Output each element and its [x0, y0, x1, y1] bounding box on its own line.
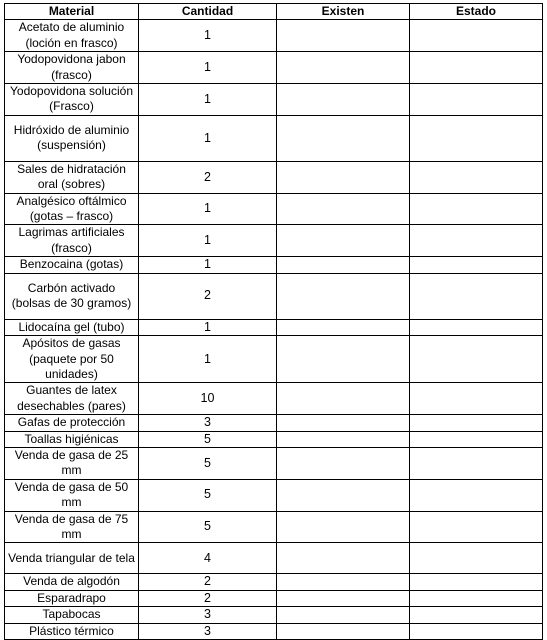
status-cell [410, 193, 543, 225]
table-row [5, 20, 543, 52]
table-row [5, 543, 543, 574]
status-cell [410, 623, 543, 639]
existing-cell [277, 193, 410, 225]
header-material: Material [5, 4, 139, 20]
quantity-cell: 4 [139, 543, 277, 574]
status-cell [410, 20, 543, 52]
existing-cell [277, 225, 410, 257]
existing-cell [277, 115, 410, 161]
material-cell: Apósitos de gasas (paquete por 50 unidades) [5, 336, 139, 383]
existing-cell [277, 161, 410, 193]
material-cell: Plástico térmico [5, 623, 139, 639]
existing-cell [277, 52, 410, 84]
material-cell: Hidróxido de aluminio (suspensión) [5, 115, 139, 161]
existing-cell [277, 479, 410, 511]
status-cell [410, 543, 543, 574]
table-row [5, 336, 543, 383]
table-row [5, 574, 543, 590]
status-cell [410, 52, 543, 84]
table-row [5, 415, 543, 431]
first-aid-inventory-table [4, 3, 543, 640]
table-body [5, 20, 543, 640]
table-header-row [5, 4, 543, 20]
header-existing: Existen [277, 4, 410, 20]
header-quantity: Cantidad [139, 4, 277, 20]
status-cell [410, 447, 543, 479]
material-cell: Esparadrapo [5, 590, 139, 606]
quantity-cell: 1 [139, 52, 277, 84]
status-cell [410, 383, 543, 415]
inventory-sheet [4, 3, 543, 640]
material-cell: Venda de gasa de 50 mm [5, 479, 139, 511]
material-cell: Carbón activado (bolsas de 30 gramos) [5, 273, 139, 319]
status-cell [410, 161, 543, 193]
quantity-cell: 2 [139, 161, 277, 193]
material-cell: Lagrimas artificiales (frasco) [5, 225, 139, 257]
quantity-cell: 1 [139, 20, 277, 52]
status-cell [410, 225, 543, 257]
material-cell: Yodopovidona jabon (frasco) [5, 52, 139, 84]
table-row [5, 84, 543, 116]
quantity-cell: 1 [139, 225, 277, 257]
status-cell [410, 115, 543, 161]
material-cell: Guantes de latex desechables (pares) [5, 383, 139, 415]
status-cell [410, 273, 543, 319]
existing-cell [277, 84, 410, 116]
existing-cell [277, 431, 410, 447]
existing-cell [277, 574, 410, 590]
quantity-cell: 5 [139, 511, 277, 543]
existing-cell [277, 607, 410, 623]
status-cell [410, 257, 543, 273]
existing-cell [277, 273, 410, 319]
status-cell [410, 319, 543, 335]
material-cell: Toallas higiénicas [5, 431, 139, 447]
quantity-cell: 1 [139, 257, 277, 273]
status-cell [410, 479, 543, 511]
material-cell: Sales de hidratación oral (sobres) [5, 161, 139, 193]
quantity-cell: 1 [139, 84, 277, 116]
existing-cell [277, 590, 410, 606]
quantity-cell: 1 [139, 319, 277, 335]
table-row [5, 319, 543, 335]
existing-cell [277, 447, 410, 479]
material-cell: Benzocaina (gotas) [5, 257, 139, 273]
existing-cell [277, 336, 410, 383]
table-row [5, 193, 543, 225]
quantity-cell: 2 [139, 574, 277, 590]
quantity-cell: 3 [139, 607, 277, 623]
table-row [5, 607, 543, 623]
existing-cell [277, 511, 410, 543]
status-cell [410, 607, 543, 623]
quantity-cell: 1 [139, 115, 277, 161]
material-cell: Venda triangular de tela [5, 543, 139, 574]
existing-cell [277, 257, 410, 273]
quantity-cell: 2 [139, 590, 277, 606]
table-row [5, 273, 543, 319]
table-row [5, 511, 543, 543]
status-cell [410, 84, 543, 116]
table-row [5, 479, 543, 511]
quantity-cell: 5 [139, 447, 277, 479]
material-cell: Acetato de aluminio (loción en frasco) [5, 20, 139, 52]
existing-cell [277, 383, 410, 415]
quantity-cell: 1 [139, 336, 277, 383]
quantity-cell: 1 [139, 193, 277, 225]
table-row [5, 161, 543, 193]
table-row [5, 623, 543, 639]
material-cell: Venda de gasa de 25 mm [5, 447, 139, 479]
material-cell: Yodopovidona solución (Frasco) [5, 84, 139, 116]
material-cell: Lidocaína gel (tubo) [5, 319, 139, 335]
quantity-cell: 2 [139, 273, 277, 319]
quantity-cell: 3 [139, 415, 277, 431]
table-row [5, 590, 543, 606]
status-cell [410, 590, 543, 606]
existing-cell [277, 623, 410, 639]
existing-cell [277, 543, 410, 574]
existing-cell [277, 415, 410, 431]
table-row [5, 447, 543, 479]
status-cell [410, 431, 543, 447]
existing-cell [277, 20, 410, 52]
table-row [5, 383, 543, 415]
status-cell [410, 336, 543, 383]
table-row [5, 257, 543, 273]
header-status: Estado [410, 4, 543, 20]
table-row [5, 115, 543, 161]
material-cell: Analgésico oftálmico (gotas – frasco) [5, 193, 139, 225]
quantity-cell: 10 [139, 383, 277, 415]
material-cell: Tapabocas [5, 607, 139, 623]
quantity-cell: 3 [139, 623, 277, 639]
status-cell [410, 511, 543, 543]
material-cell: Venda de algodón [5, 574, 139, 590]
quantity-cell: 5 [139, 431, 277, 447]
material-cell: Gafas de protección [5, 415, 139, 431]
existing-cell [277, 319, 410, 335]
material-cell: Venda de gasa de 75 mm [5, 511, 139, 543]
table-row [5, 52, 543, 84]
status-cell [410, 415, 543, 431]
status-cell [410, 574, 543, 590]
table-row [5, 431, 543, 447]
quantity-cell: 5 [139, 479, 277, 511]
table-row [5, 225, 543, 257]
